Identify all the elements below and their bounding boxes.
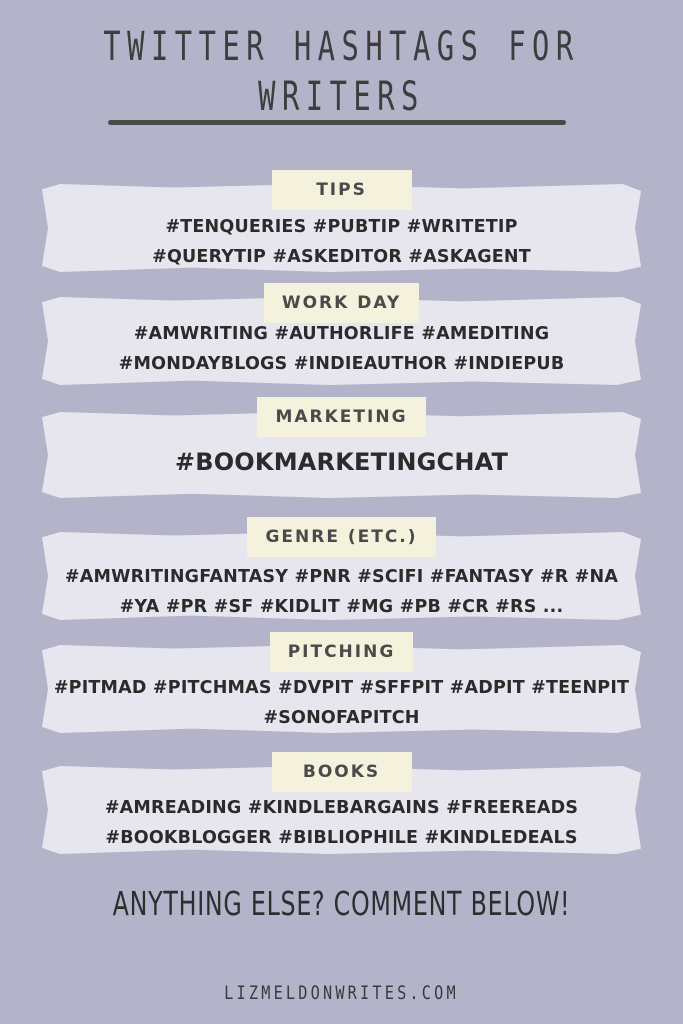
section-label-pitching-text: PITCHING [270,632,414,672]
tags-line: #YA #PR #SF #KIDLIT #MG #PB #CR #RS ... [119,597,564,617]
title-underline [108,120,566,125]
call-to-action: ANYTHING ELSE? COMMENT BELOW! [112,884,571,923]
tags-line: #TENQUERIES #PUBTIP #WRITETIP [165,217,518,237]
section-label-marketing-text: MARKETING [257,397,425,437]
tags-line: #BOOKBLOGGER #BIBLIOPHILE #KINDLEDEALS [105,828,578,848]
section-tags-genre [42,562,641,622]
page-title-line-1: TWITTER HASHTAGS FOR [103,24,580,70]
section-label-work-day-text: WORK DAY [264,283,419,323]
tags-line: #SONOFAPITCH [263,708,420,728]
section-label-tips-text: TIPS [272,170,412,210]
tags-line: #AMWRITINGFANTASY #PNR #SCIFI #FANTASY #R #NA [64,567,619,587]
section-label-genre-text: GENRE (ETC.) [247,517,435,557]
tags-line: #AMREADING #KINDLEBARGAINS #FREEREADS [104,798,579,818]
section-tags-books [42,793,641,853]
website-url: LIZMELDONWRITES.COM [224,982,459,1004]
section-tags-pitching [42,673,641,733]
section-tags-work-day [42,319,641,379]
section-tags-tips [42,212,641,272]
page-title-line-2: WRITERS [258,74,425,120]
tags-line: #AMWRITING #AUTHORLIFE #AMEDITING [133,324,550,344]
section-label-books-text: BOOKS [272,752,412,792]
page-title [96,22,588,122]
tags-line: #BOOKMARKETINGCHAT [174,448,509,476]
tags-line: #MONDAYBLOGS #INDIEAUTHOR #INDIEPUB [118,354,565,374]
section-tags-marketing [42,447,641,477]
tags-line: #QUERYTIP #ASKEDITOR #ASKAGENT [152,247,531,267]
tags-line: #PITMAD #PITCHMAS #DVPIT #SFFPIT #ADPIT #TEENPIT [53,678,630,698]
